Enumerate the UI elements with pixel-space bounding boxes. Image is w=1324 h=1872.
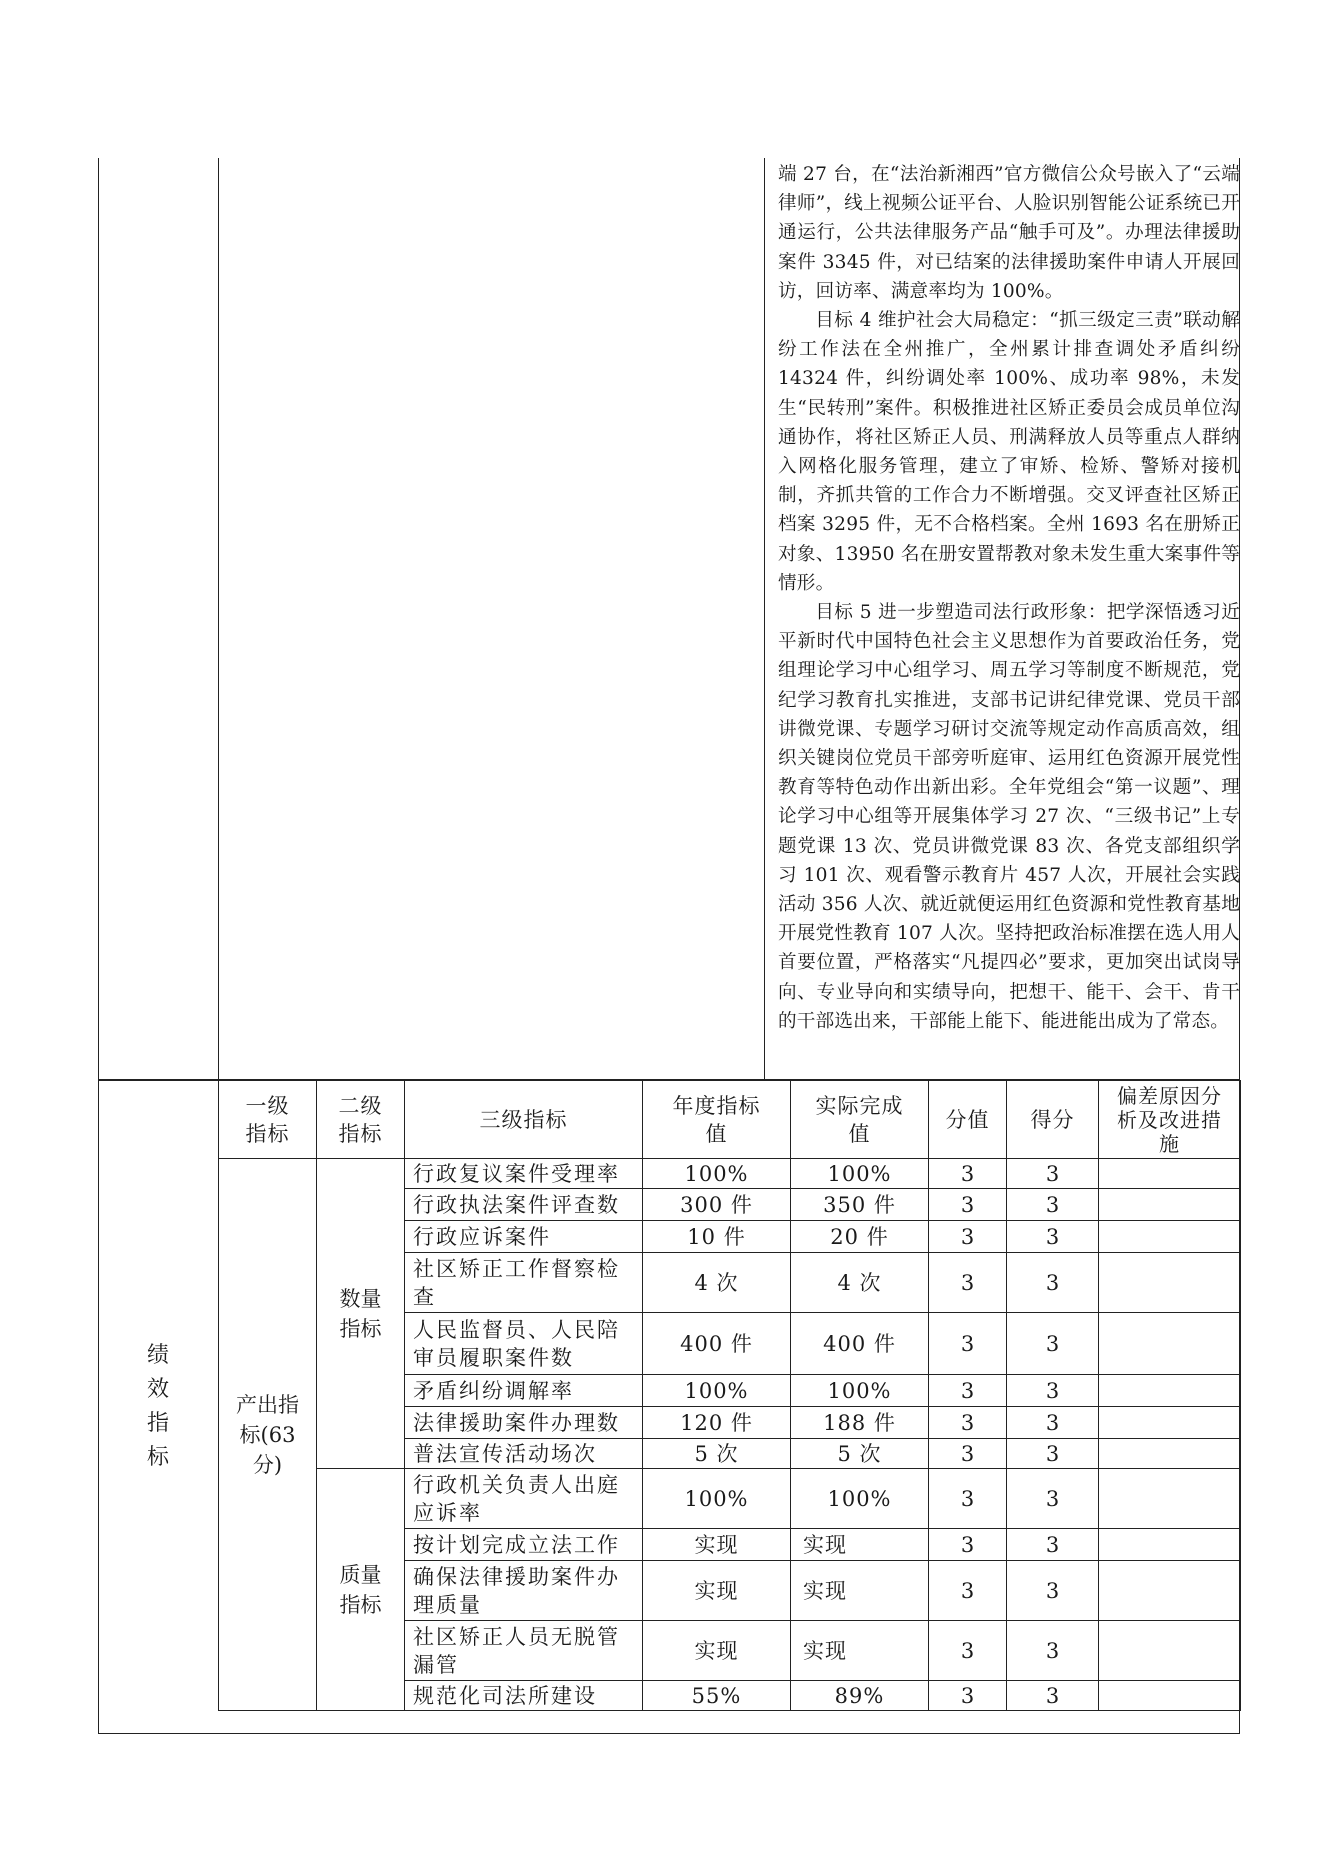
score-cell: 3 [1007,1253,1099,1313]
score-cell: 3 [1007,1407,1099,1439]
target-cell: 10 件 [643,1221,791,1253]
indicator-cell: 按计划完成立法工作 [405,1529,643,1561]
score-cell: 3 [1007,1681,1099,1711]
note-cell [1099,1407,1241,1439]
note-cell [1099,1621,1241,1681]
indicator-cell: 法律援助案件办理数 [405,1407,643,1439]
note-cell [1099,1253,1241,1313]
score-cell: 3 [1007,1561,1099,1621]
value-cell: 3 [929,1561,1007,1621]
section-label-text: 绩效指标 [147,1343,170,1470]
score-cell: 3 [1007,1375,1099,1407]
value-cell: 3 [929,1159,1007,1189]
target-cell: 5 次 [643,1439,791,1469]
header-annual-target: 年度指标值 [643,1081,791,1159]
target-cell: 400 件 [643,1313,791,1375]
header-score: 得分 [1007,1081,1099,1159]
target-cell: 55% [643,1681,791,1711]
value-cell: 3 [929,1221,1007,1253]
upper-col-divider-2 [764,158,765,1080]
actual-cell: 20 件 [791,1221,929,1253]
target-cell: 120 件 [643,1407,791,1439]
indicator-cell: 人民监督员、人民陪审员履职案件数 [405,1313,643,1375]
group-quantity-cell: 数量指标 [317,1159,405,1469]
actual-cell: 5 次 [791,1439,929,1469]
level1-output-cell: 产出指标(63分) [219,1159,317,1711]
narrative-paragraph: 目标 4 维护社会大局稳定：“抓三级定三责”联动解纷工作法在全州推广，全州累计排查调处矛盾纠纷 14324 件，纠纷调处率 100%、成功率 98%，未发生“民转刑”案件。积极推进社区矫正委员会成员单位沟通协作，将社区矫正人员、刑满释放人员等重点人群纳入网格化服务管理，建立了审矫、检矫、警矫对接机制，齐抓共管的工作合力不断增强。交叉评查社区矫正档案 3295 件，无不合格档案。全州 1693 名在册矫正对象、13950 名在册安置帮教对象未发生重大案事件等情形。 [778,310,1240,594]
note-cell [1099,1469,1241,1529]
table-row [219,1469,1241,1529]
value-cell: 3 [929,1439,1007,1469]
indicator-cell: 行政机关负责人出庭应诉率 [405,1469,643,1529]
note-cell [1099,1529,1241,1561]
indicator-cell: 行政执法案件评查数 [405,1189,643,1221]
indicator-cell: 行政应诉案件 [405,1221,643,1253]
note-cell [1099,1681,1241,1711]
header-level1: 一级指标 [219,1081,317,1159]
indicator-cell: 行政复议案件受理率 [405,1159,643,1189]
target-cell: 100% [643,1375,791,1407]
target-cell: 100% [643,1159,791,1189]
note-cell [1099,1189,1241,1221]
actual-cell: 100% [791,1159,929,1189]
value-cell: 3 [929,1469,1007,1529]
score-cell: 3 [1007,1439,1099,1469]
indicator-cell: 普法宣传活动场次 [405,1439,643,1469]
value-cell: 3 [929,1253,1007,1313]
target-cell: 100% [643,1469,791,1529]
indicator-cell: 确保法律援助案件办理质量 [405,1561,643,1621]
target-cell: 实现 [643,1621,791,1681]
actual-cell: 188 件 [791,1407,929,1439]
value-cell: 3 [929,1189,1007,1221]
group-quality-cell: 质量指标 [317,1469,405,1711]
score-cell: 3 [1007,1529,1099,1561]
performance-table [218,1080,1241,1711]
actual-cell: 100% [791,1375,929,1407]
indicator-cell: 规范化司法所建设 [405,1681,643,1711]
indicator-cell: 社区矫正人员无脱管漏管 [405,1621,643,1681]
table-row [219,1159,1241,1189]
actual-cell: 89% [791,1681,929,1711]
target-cell: 实现 [643,1529,791,1561]
score-cell: 3 [1007,1621,1099,1681]
score-cell: 3 [1007,1313,1099,1375]
header-actual: 实际完成值 [791,1081,929,1159]
narrative-text [778,160,1240,1036]
actual-cell: 实现 [791,1621,929,1681]
note-cell [1099,1561,1241,1621]
upper-col-divider-1 [218,158,219,1080]
target-cell: 实现 [643,1561,791,1621]
indicator-cell: 社区矫正工作督察检查 [405,1253,643,1313]
narrative-paragraph: 端 27 台，在“法治新湘西”官方微信公众号嵌入了“云端律师”，线上视频公证平台、人脸识别智能公证系统已开通运行，公共法律服务产品“触手可及”。办理法律援助案件 3345 件，对已结案的法律援助案件申请人开展回访，回访率、满意率均为 100%。 [778,164,1240,302]
table-header-row [219,1081,1241,1159]
indicator-cell: 矛盾纠纷调解率 [405,1375,643,1407]
note-cell [1099,1375,1241,1407]
note-cell [1099,1159,1241,1189]
score-cell: 3 [1007,1221,1099,1253]
value-cell: 3 [929,1681,1007,1711]
note-cell [1099,1313,1241,1375]
note-cell [1099,1221,1241,1253]
value-cell: 3 [929,1375,1007,1407]
narrative-paragraph: 目标 5 进一步塑造司法行政形象：把学深悟透习近平新时代中国特色社会主义思想作为首要政治任务，党组理论学习中心组学习、周五学习等制度不断规范，党纪学习教育扎实推进，支部书记讲纪律党课、党员干部讲微党课、专题学习研讨交流等规定动作高质高效，组织关键岗位党员干部旁听庭审、运用红色资源开展党性教育等特色动作出新出彩。全年党组会“第一议题”、理论学习中心组等开展集体学习 27 次、“三级书记”上专题党课 13 次、党员讲微党课 83 次、各党支部组织学习 101 次、观看警示教育片 457 人次，开展社会实践活动 356 人次、就近就便运用红色资源和党性教育基地开展党性教育 107 人次。坚持把政治标准摆在选人用人首要位置，严格落实“凡提四必”要求，更加突出试岗导向、专业导向和实绩导向，把想干、能干、会干、肯干的干部选出来，干部能上能下、能进能出成为了常态。 [778,602,1240,1032]
target-cell: 4 次 [643,1253,791,1313]
score-cell: 3 [1007,1469,1099,1529]
actual-cell: 100% [791,1469,929,1529]
section-label [98,1080,218,1734]
value-cell: 3 [929,1313,1007,1375]
actual-cell: 400 件 [791,1313,929,1375]
value-cell: 3 [929,1407,1007,1439]
header-level2: 二级指标 [317,1081,405,1159]
actual-cell: 实现 [791,1561,929,1621]
score-cell: 3 [1007,1159,1099,1189]
value-cell: 3 [929,1529,1007,1561]
header-score-value: 分值 [929,1081,1007,1159]
header-level3: 三级指标 [405,1081,643,1159]
actual-cell: 实现 [791,1529,929,1561]
actual-cell: 4 次 [791,1253,929,1313]
actual-cell: 350 件 [791,1189,929,1221]
note-cell [1099,1439,1241,1469]
target-cell: 300 件 [643,1189,791,1221]
score-cell: 3 [1007,1189,1099,1221]
value-cell: 3 [929,1621,1007,1681]
header-deviation: 偏差原因分析及改进措施 [1099,1081,1241,1159]
